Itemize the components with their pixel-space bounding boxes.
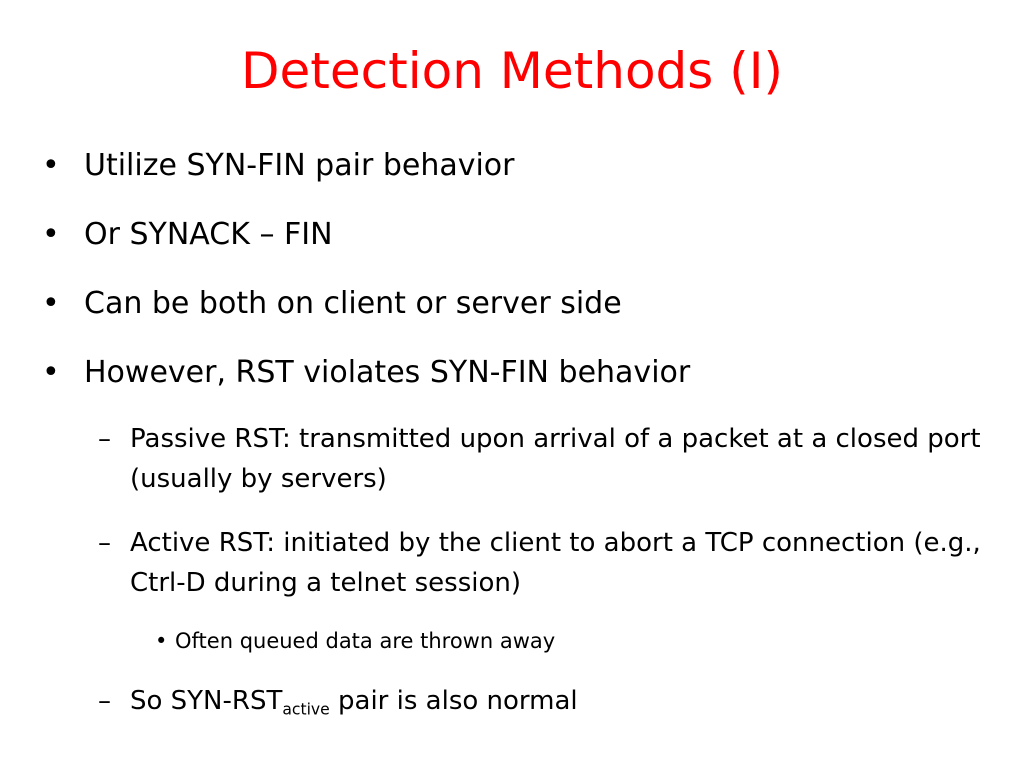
bullet-icon: •	[42, 286, 60, 321]
sub-bullet-text: Passive RST: transmitted upon arrival of a packet at a closed port (usually by servers)	[130, 424, 981, 494]
bullet-text: Can be both on client or server side	[84, 286, 622, 321]
bullet-icon: •	[42, 217, 60, 252]
slide-title: Detection Methods (I)	[240, 42, 784, 100]
bullet-icon: •	[155, 629, 168, 653]
dash-icon: –	[98, 424, 111, 454]
sub-bullet-item	[98, 420, 998, 499]
subscript-text: active	[282, 700, 330, 719]
dash-icon: –	[98, 528, 111, 558]
bullet-text: Utilize SYN-FIN pair behavior	[84, 148, 515, 183]
sub-bullet-text: Active RST: initiated by the client to abort a TCP connection (e.g., Ctrl-D during a telnet session)	[130, 528, 981, 598]
sub-bullet-item	[98, 682, 998, 722]
bullet-item	[42, 284, 1002, 323]
sub-bullet-text-part: So SYN-RST	[130, 686, 283, 716]
sub-sub-bullet-text: Often queued data are thrown away	[175, 629, 556, 653]
bullet-text: However, RST violates SYN-FIN behavior	[84, 355, 691, 390]
bullet-item	[42, 146, 1002, 185]
dash-icon: –	[98, 686, 111, 716]
bullet-icon: •	[42, 355, 60, 390]
sub-bullet-text	[130, 682, 998, 722]
sub-bullet-item	[98, 524, 998, 603]
bullet-icon: •	[42, 148, 60, 183]
bullet-item	[42, 353, 1002, 392]
bullet-item	[42, 215, 1002, 254]
sub-bullet-text-part: pair is also normal	[329, 686, 578, 716]
bullet-text: Or SYNACK – FIN	[84, 217, 333, 252]
sub-sub-bullet-item	[155, 627, 955, 656]
